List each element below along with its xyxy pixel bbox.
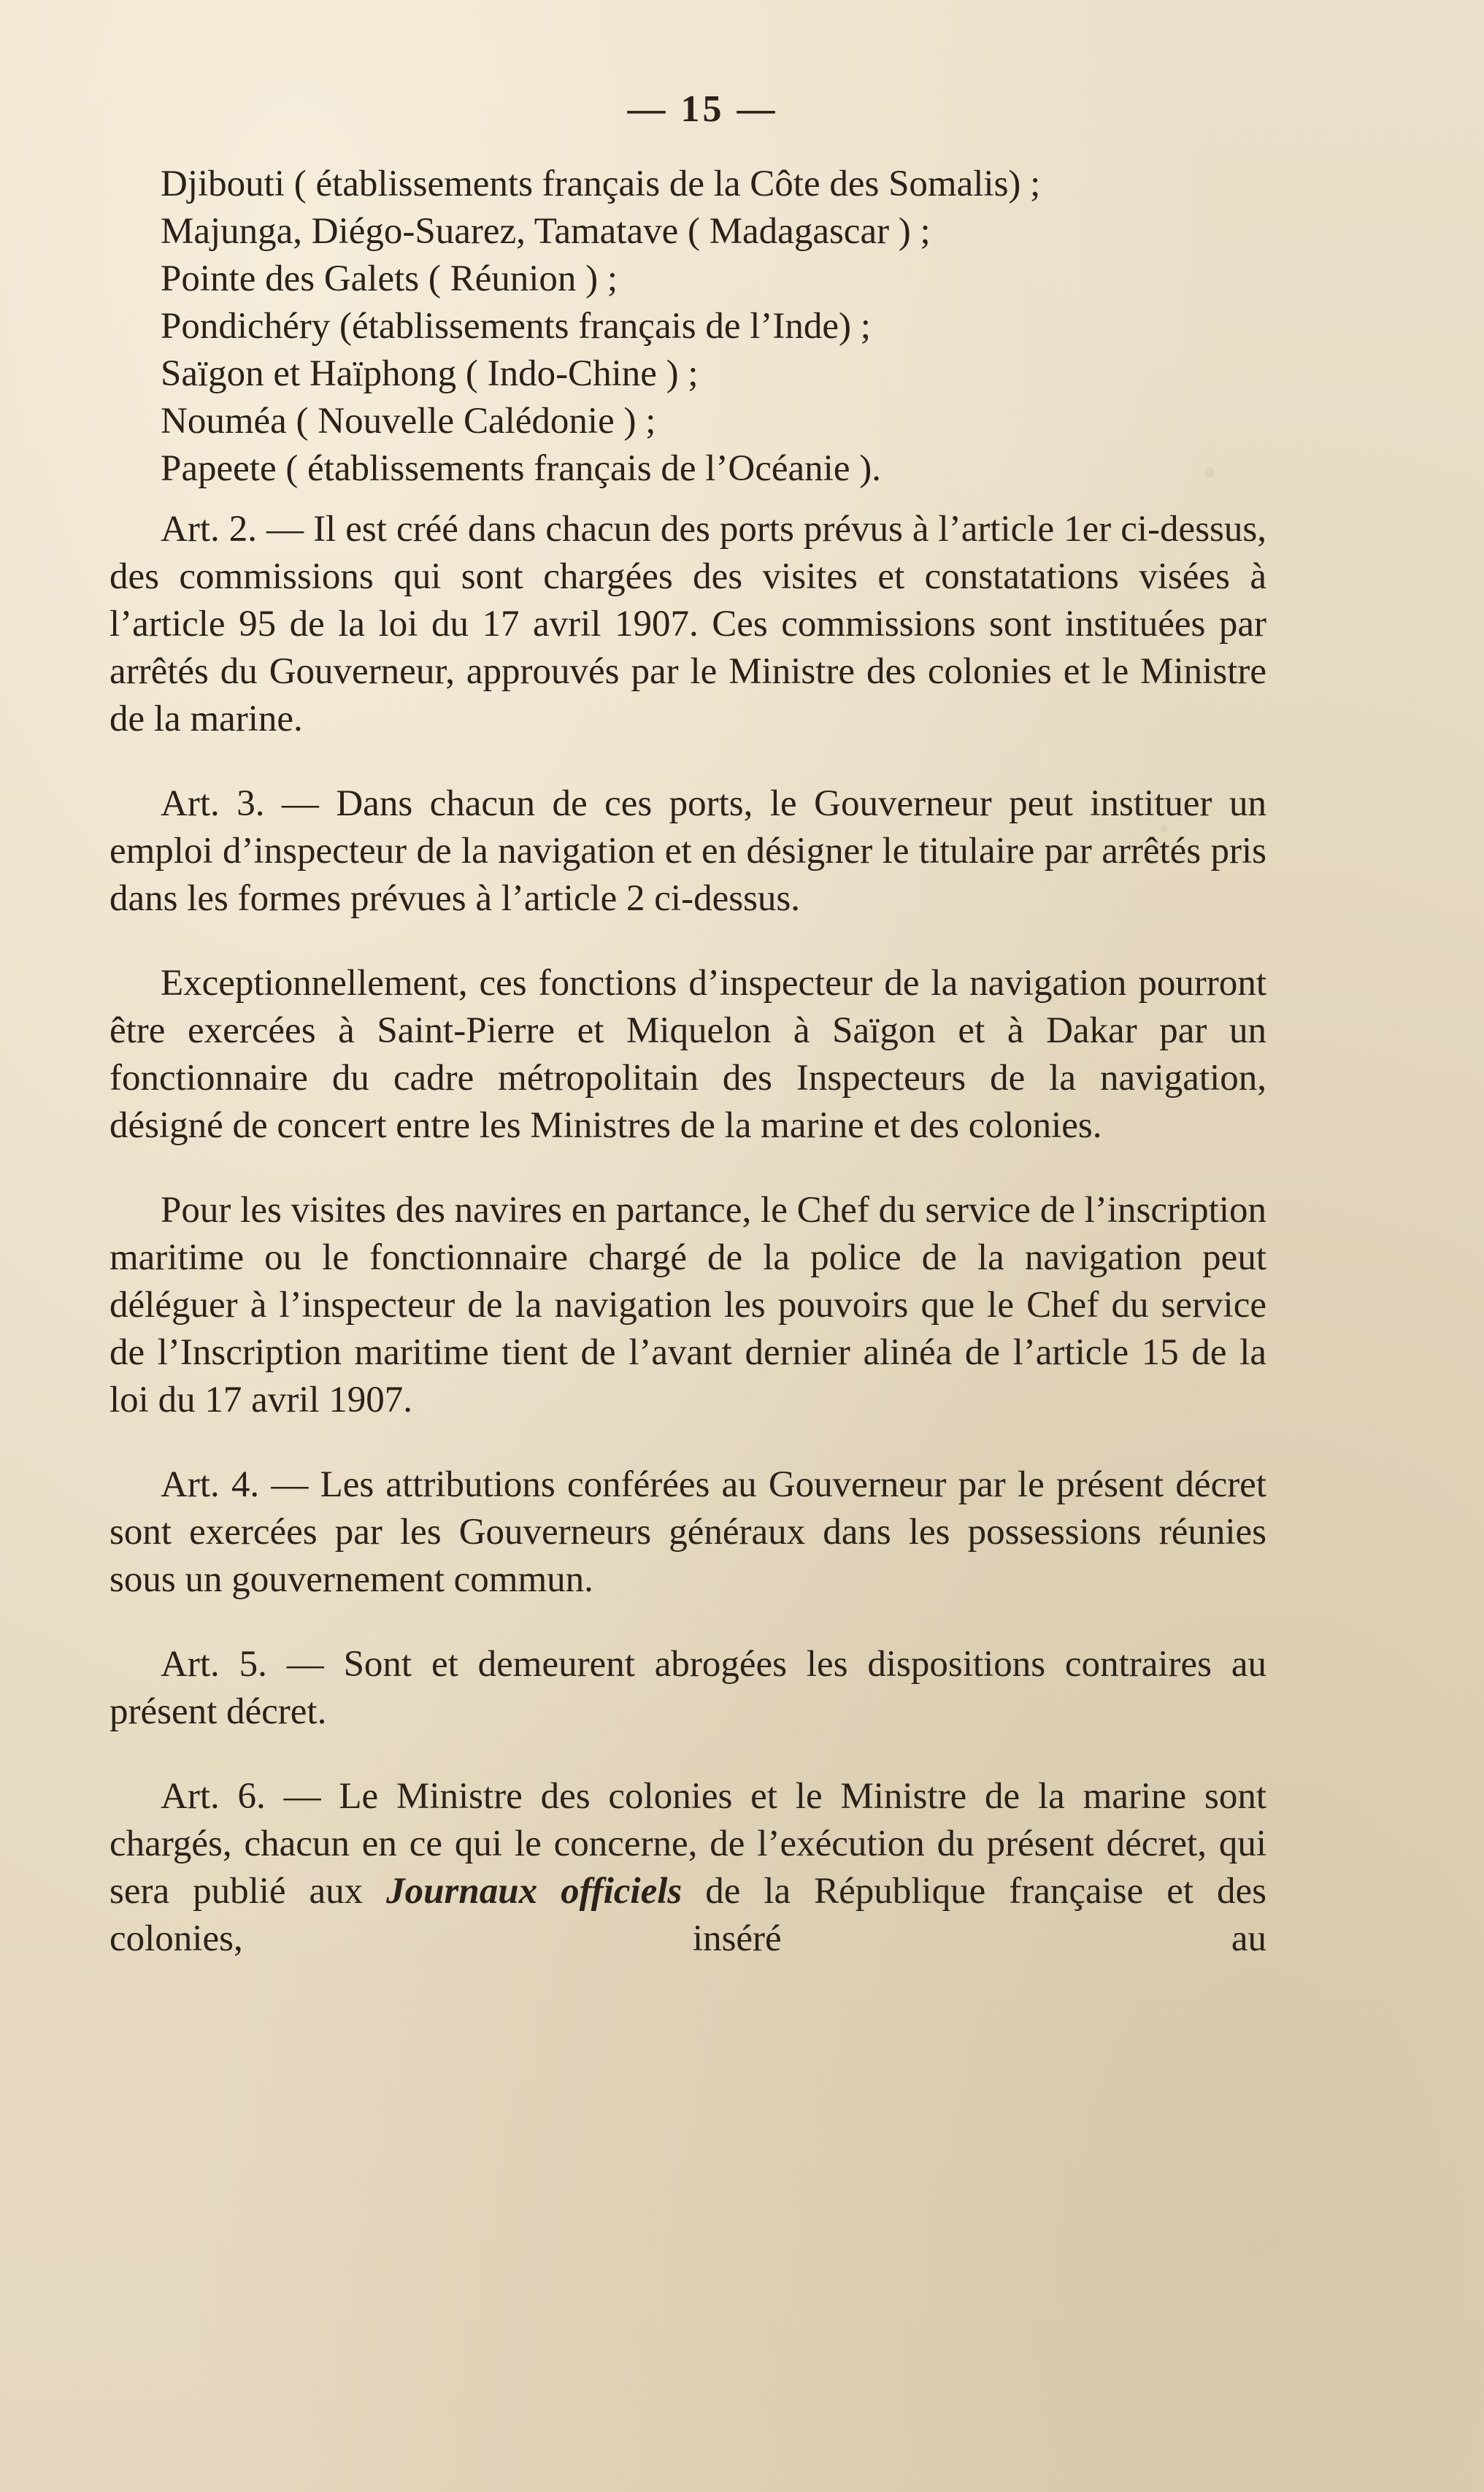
article-6-text-end: de la République française et des colonies, inséré au (109, 1871, 1267, 1959)
document-page (109, 88, 1266, 2000)
list-item: Pointe des Galets ( Réunion ) ; (161, 258, 618, 299)
article-2: Art. 2. — Il est créé dans chacun des ports prévus à l’article 1er ci-dessus, des commissions qui sont chargées des visites et constatations visées à l’article 95 de la loi du 17 avril 1907. Ces commissions sont instituées par arrêtés du Gouverneur, approuvés par le Ministre des colonies et le Ministre de la marine. (109, 509, 1266, 739)
journal-title: Journaux officiels (386, 1871, 683, 1912)
list-item: Papeete ( établissements français de l’Océanie ). (161, 448, 881, 489)
list-item: Nouméa ( Nouvelle Calédonie ) ; (161, 401, 656, 442)
article-3: Art. 3. — Dans chacun de ces ports, le Gouverneur peut instituer un emploi d’inspecteur de la navigation et en désigner le titulaire par arrêtés pris dans les formes prévues à l’article 2 ci-dessus. (109, 783, 1266, 919)
list-item: Djibouti ( établissements français de la Côte des Somalis) ; (161, 164, 1041, 204)
list-item: Majunga, Diégo-Suarez, Tamatave ( Madagascar ) ; (161, 211, 931, 252)
list-item: Saïgon et Haïphong ( Indo-Chine ) ; (161, 353, 699, 394)
article-5: Art. 5. — Sont et demeurent abrogées les dispositions contraires au présent décret. (109, 1644, 1266, 1732)
page-number: — 15 — (627, 88, 778, 130)
list-item: Pondichéry (établissements français de l’Inde) ; (161, 306, 871, 347)
article-6-text: Art. 6. — Le Ministre des colonies et le Ministre de la marine sont chargés, chacun en ce qui le concerne, de l’exécution du présent décret, qui sera publié aux (109, 1776, 1266, 1912)
article-6 (109, 1773, 1266, 1963)
ports-list (109, 161, 1266, 493)
article-4: Art. 4. — Les attributions conférées au Gouverneur par le présent décret sont exercées par les Gouverneurs généraux dans les possessions réunies sous un gouvernement commun. (109, 1464, 1266, 1600)
article-3-paragraph-3: Pour les visites des navires en partance, le Chef du service de l’inscription maritime ou le fonctionnaire chargé de la police de la navigation peut déléguer à l’inspecteur de la navigation les pouvoirs que le Chef du service de l’Inscription maritime tient de l’avant dernier alinéa de l’article 15 de la loi du 17 avril 1907. (109, 1190, 1266, 1420)
article-3-paragraph-2: Exceptionnellement, ces fonctions d’inspecteur de la navigation pourront être exercées à Saint-Pierre et Miquelon à Saïgon et à Dakar par un fonctionnaire du cadre métropolitain des Inspecteurs de la navigation, désigné de concert entre les Ministres de la marine et des colonies. (109, 963, 1266, 1146)
